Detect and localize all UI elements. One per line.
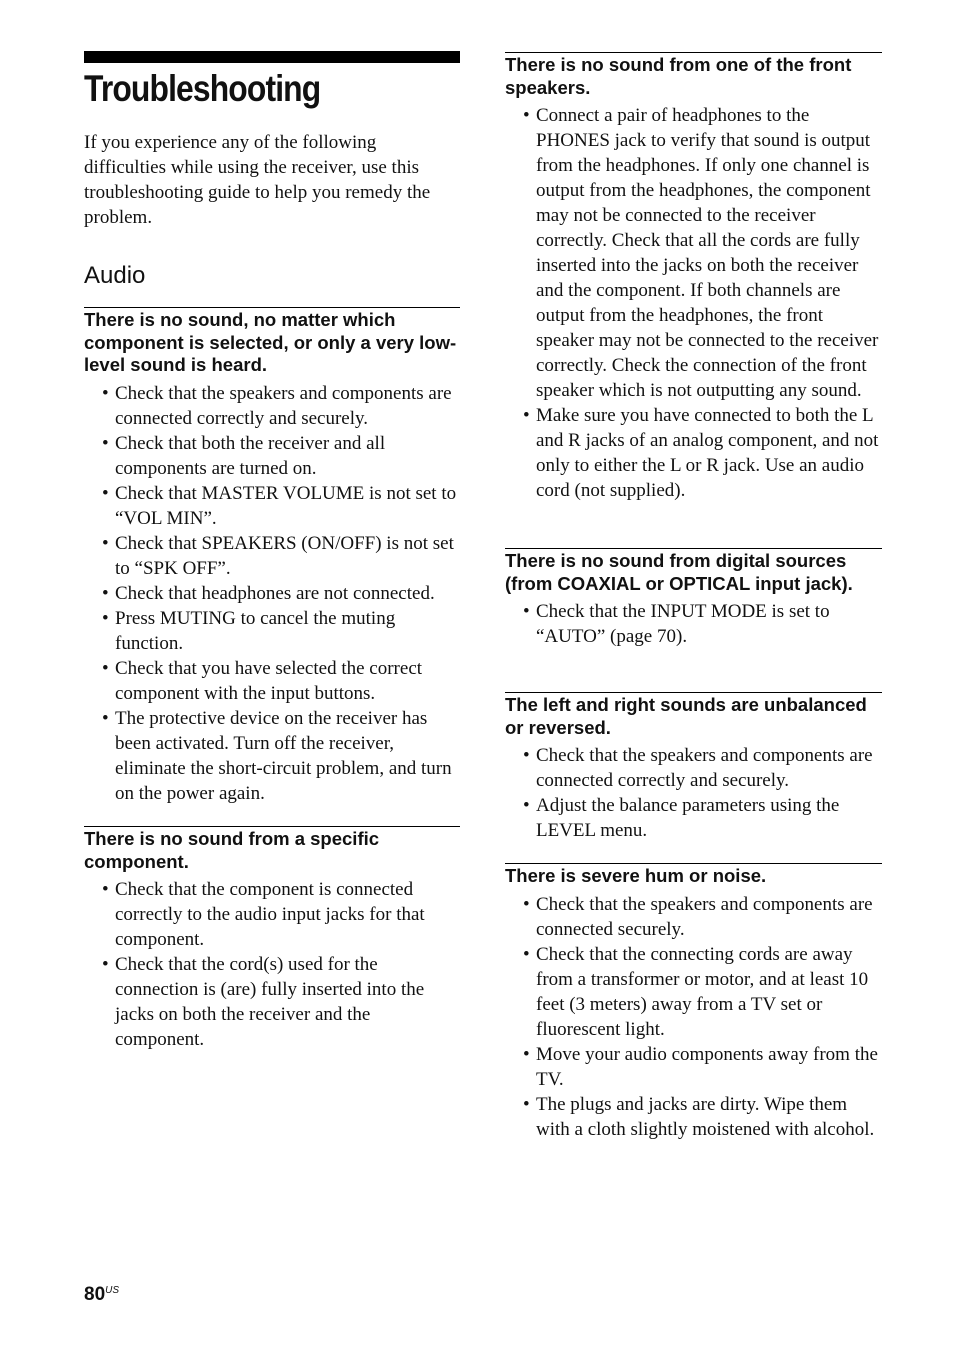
solution-list [84, 877, 460, 1052]
solution-item: • Check that the connecting cords are away from a transformer or motor, and at least 10 feet (3 meters) away from a TV set or fluorescent light. [536, 942, 882, 1042]
solution-item: • Check that the INPUT MODE is set to “AUTO” (page 70). [536, 599, 882, 649]
solution-item: • Press MUTING to cancel the muting function. [115, 606, 460, 656]
section-heading-audio: Audio [84, 262, 146, 289]
solution-item: • Adjust the balance parameters using the LEVEL menu. [536, 793, 882, 843]
issue-block-specific-component [84, 826, 460, 1052]
solution-item: • The protective device on the receiver has been activated. Turn off the receiver, eliminate the short-circuit problem, and turn on the power again. [115, 706, 460, 806]
issue-heading: The left and right sounds are unbalanced or reversed. [505, 694, 867, 738]
solution-list [505, 892, 882, 1142]
issue-block-digital-sources [505, 548, 882, 649]
solution-item: • Check that headphones are not connected. [115, 581, 460, 606]
solution-item: • Check that the speakers and components are connected securely. [536, 892, 882, 942]
solution-item: • Check that MASTER VOLUME is not set to “VOL MIN”. [115, 481, 460, 531]
solution-item: • Move your audio components away from the TV. [536, 1042, 882, 1092]
title-rule [84, 51, 460, 63]
page-title: Troubleshooting [84, 68, 321, 109]
issue-heading: There is no sound, no matter which component is selected, or only a very low-level sound is heard. [84, 309, 457, 375]
solution-item: • Check that the cord(s) used for the connection is (are) fully inserted into the jacks on both the receiver and the component. [115, 952, 460, 1052]
solution-item: • Check that SPEAKERS (ON/OFF) is not set to “SPK OFF”. [115, 531, 460, 581]
solution-item: • Connect a pair of headphones to the PHONES jack to verify that sound is output from the headphones. If only one channel is output from the headphones, the component may not be connected to the receiver correctly. Check that all the cords are fully inserted into the jacks on both the receiver and the component. If both channels are output from the headphones, the front speaker may not be connected to the receiver correctly. Check the connection of the front speaker which is not outputting any sound. [536, 103, 882, 403]
solution-list [84, 381, 460, 806]
solution-item: • Check that the speakers and components are connected correctly and securely. [115, 381, 460, 431]
issue-heading: There is no sound from a specific component. [84, 828, 380, 872]
issue-block-front-speaker [505, 52, 882, 503]
issue-block-unbalanced [505, 692, 882, 843]
solution-list [505, 103, 882, 503]
solution-item: • The plugs and jacks are dirty. Wipe them with a cloth slightly moistened with alcohol. [536, 1092, 882, 1142]
solution-item: • Check that you have selected the correct component with the input buttons. [115, 656, 460, 706]
issue-block-no-sound [84, 307, 460, 806]
issue-block-hum-noise [505, 863, 882, 1142]
solution-item: • Make sure you have connected to both the L and R jacks of an analog component, and not only to either the L or R jack. Use an audio cord (not supplied). [536, 403, 882, 503]
issue-heading: There is no sound from digital sources (from COAXIAL or OPTICAL input jack). [505, 550, 853, 594]
page-number-value: 80 [84, 1284, 106, 1305]
solution-item: • Check that the component is connected correctly to the audio input jacks for that component. [115, 877, 460, 952]
solution-list [505, 599, 882, 649]
page-number-region: US [105, 1285, 120, 1296]
page-number [84, 1279, 119, 1307]
solution-item: • Check that both the receiver and all components are turned on. [115, 431, 460, 481]
solution-list [505, 743, 882, 843]
solution-item: • Check that the speakers and components are connected correctly and securely. [536, 743, 882, 793]
issue-heading: There is no sound from one of the front speakers. [505, 54, 852, 98]
issue-heading: There is severe hum or noise. [505, 865, 767, 886]
intro-paragraph: If you experience any of the following difficulties while using the receiver, use this troubleshooting guide to help you remedy the problem. [84, 132, 431, 228]
